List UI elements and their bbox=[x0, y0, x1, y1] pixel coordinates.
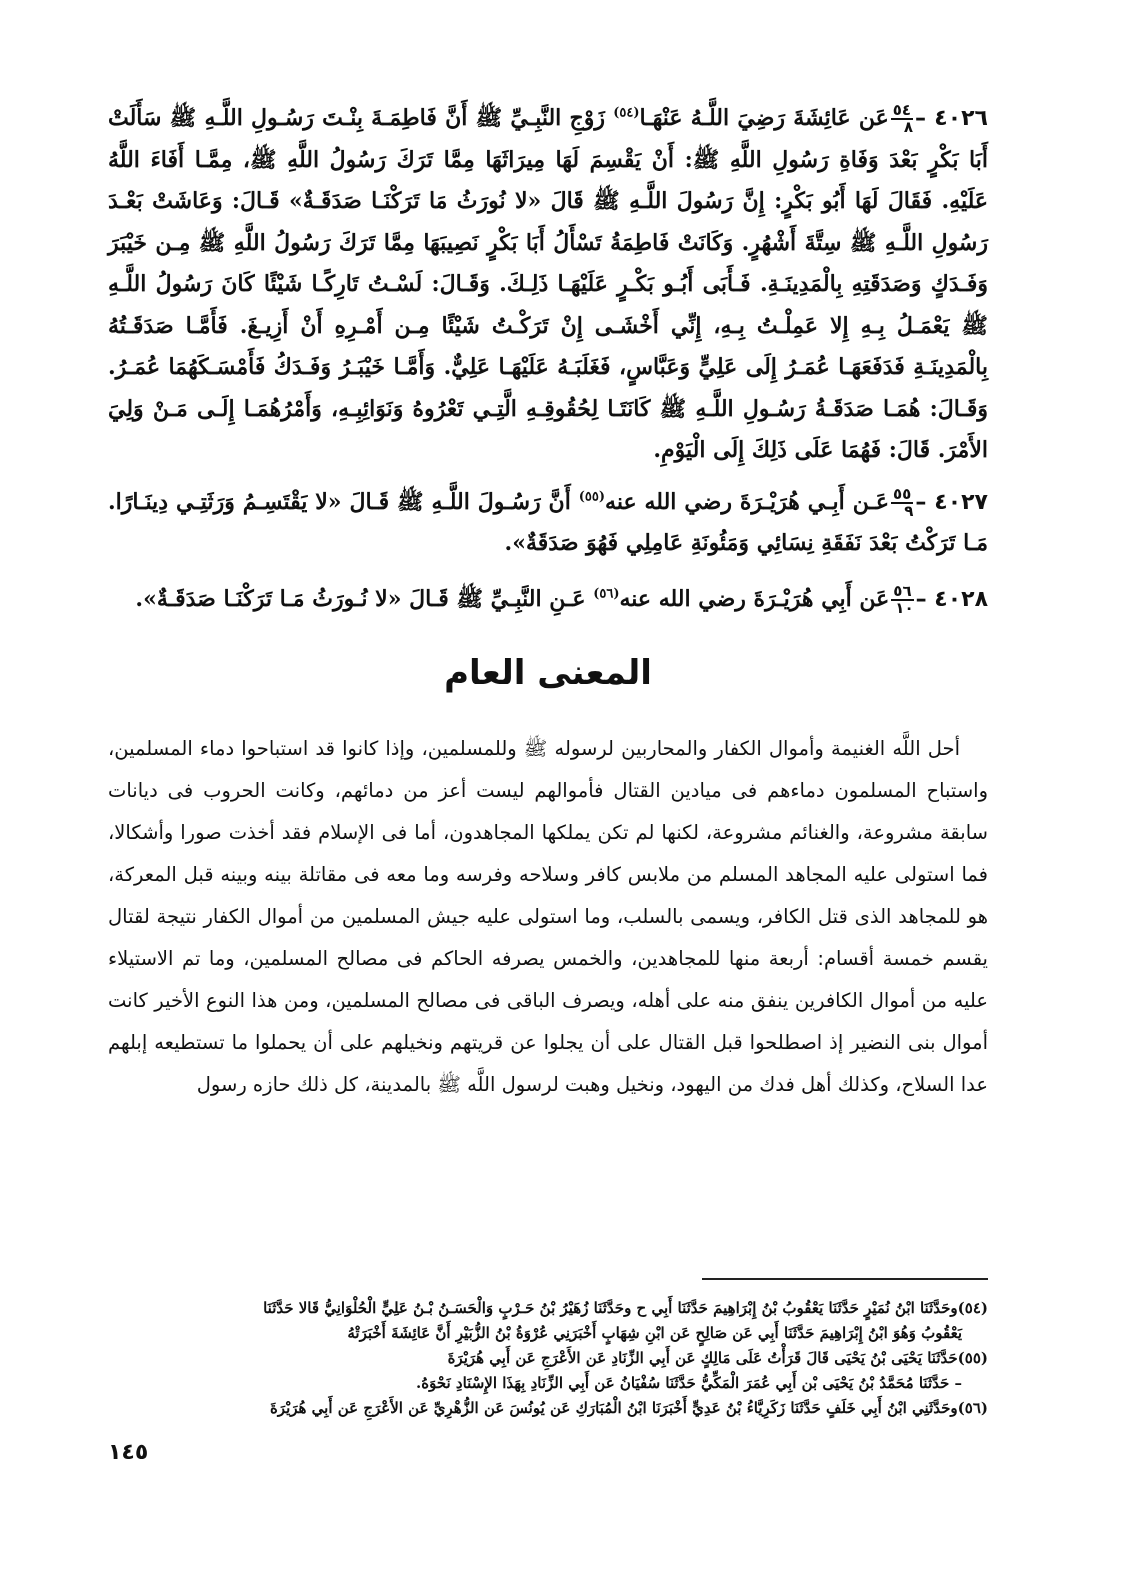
hadith-number: ٤٠٢٦ – bbox=[915, 106, 988, 131]
footnote-ref: (٥٥) bbox=[578, 489, 606, 505]
section-title: المعنى العام bbox=[444, 653, 652, 693]
footnote-line: يَعْقُوبُ وَهُوَ ابْنُ إِبْرَاهِيمَ حَدَّثَنَا أَبِي عَن صَالِحٍ عَن ابْنِ شِهَابٍ أَخْبَرَنِي عُرْوَةُ بْنُ الزُّبَيْرِ أَنَّ عَائِشَةَ أَخْبَرَتْهُ bbox=[347, 1324, 962, 1342]
hadith-4027 bbox=[108, 482, 988, 565]
footnote-number: (٥٦) bbox=[957, 1399, 988, 1417]
hadith-text: أَنَّ رَسُـولَ اللَّـهِ ﷺ قَـالَ «لا يَقْتَسِـمُ وَرَثَتِـي دِينَـارًا. مَـا تَرَكْتُ بَعْدَ نَفَقَةِ نِسَائِي وَمَئُونَةِ عَامِلِي فَهُوَ صَدَقَةٌ». bbox=[108, 488, 988, 556]
fraction-top: ٥٥ bbox=[893, 484, 912, 503]
footnote-line: حَدَّثَنَا يَحْيَى بْنُ يَحْيَى قَالَ قَرَأْتُ عَلَى مَالِكٍ عَن أَبِي الزِّنَادِ عَن الأَعْرَجِ عَن أَبِي هُرَيْرَةَ bbox=[447, 1349, 958, 1367]
hadith-number: ٤٠٢٨ – bbox=[915, 586, 988, 612]
fraction-bottom: ٩ bbox=[904, 501, 914, 520]
page-number: ١٤٥ bbox=[108, 1440, 149, 1465]
footnotes bbox=[108, 1296, 988, 1421]
footnote-number: (٥٥) bbox=[957, 1349, 988, 1367]
hadith-fraction bbox=[891, 103, 913, 135]
footnote-number: (٥٤) bbox=[957, 1299, 988, 1317]
body-paragraph: أحل اللَّه الغنيمة وأموال الكفار والمحاربين لرسوله ﷺ وللمسلمين، وإذا كانوا قد استباحوا دماء المسلمين، واستباح المسلمون دماءهم فى ميادين القتال فأموالهم ليست أعز من دمائهم، وكانت الحروب فى ديانات سابقة مشروعة، والغنائم مشروعة، لكنها لم تكن يملكها المجاهدون، أما فى الإسلام فقد أخذت صورا وأشكالا، فما استولى عليه المجاهد المسلم من ملابس كافر وسلاحه وفرسه وما معه فى مقاتلة بينه وبينه قبل المعركة، هو للمجاهد الذى قتل الكافر، ويسمى بالسلب، وما استولى عليه جيش المسلمين من أموال الكفار نتيجة لقتال يقسم خمسة أقسام: أربعة منها للمجاهدين، والخمس يصرفه الحاكم فى مصالح المسلمين، وما تم الاستيلاء عليه من أموال الكافرين ينفق منه على أهله، ويصرف الباقى فى مصالح المسلمين، ومن هذا النوع الأخير كانت أموال بنى النضير إذ اصطلحوا قبل القتال على أن يجلوا عن قريتهم ونخيلهم على أن يحملوا ما تستطيعه إبلهم عدا السلاح، وكذلك أهل فدك من اليهود، ونخيل وهبت لرسول اللَّه ﷺ بالمدينة، كل ذلك حازه رسول bbox=[108, 737, 988, 1096]
hadith-lead: عَـن أَبِـي هُرَيْـرَةَ رضي الله عنه bbox=[605, 488, 890, 515]
footnote-56 bbox=[108, 1396, 988, 1421]
hadith-text: عَـنِ النَّبِـيِّ ﷺ قَـالَ «لا نُـورَثُ مَـا تَرَكْنَـا صَدَقَـةٌ». bbox=[135, 585, 586, 612]
hadith-fraction bbox=[891, 484, 914, 520]
fraction-top: ٥٤ bbox=[892, 101, 912, 119]
footnote-line: – حَدَّثَنَا مُحَمَّدُ بْنُ يَحْيَى بْن أَبِي عُمَرَ الْمَكِّيُّ حَدَّثَنَا سُفْيَانُ عَن أَبِي الزِّنَادِ بِهَذَا الإِسْنَادِ نَحْوَهُ. bbox=[416, 1374, 962, 1392]
footnote-55 bbox=[108, 1346, 988, 1396]
hadith-text: زَوْجِ النَّبِـيِّ ﷺ أَنَّ فَاطِمَـةَ بِنْـتَ رَسُـولِ اللَّـهِ ﷺ سَأَلَتْ أَبَا بَكْرٍ بَعْدَ وَفَاةِ رَسُولِ اللَّهِ ﷺ: أَنْ يَقْسِمَ لَهَا مِيرَاثَهَا مِمَّا تَرَكَ رَسُولُ اللَّهِ ﷺ، مِمَّـا أَفَاءَ اللَّهُ عَلَيْهِ. فَقَالَ لَهَا أَبُو بَكْرٍ: إِنَّ رَسُولَ اللَّـهِ ﷺ قَالَ «لا نُورَثُ مَا تَرَكْنَـا صَدَقَـةٌ» قَـالَ: وَعَاشَتْ بَعْـدَ رَسُولِ اللَّـهِ ﷺ سِتَّةَ أَشْهُرٍ. وَكَانَتْ فَاطِمَةُ تَسْأَلُ أَبَا بَكْرٍ نَصِيبَهَا مِمَّا تَرَكَ رَسُولُ اللَّهِ ﷺ مِـن خَيْبَرَ وَفَـدَكٍ وَصَدَقَتِهِ بِالْمَدِينَـةِ. فَـأَبَى أَبُـو بَكْـرٍ عَلَيْهَـا ذَلِـكَ. وَقَـالَ: لَسْـتُ تَارِكًـا شَيْئًا كَانَ رَسُولُ اللَّـهِ ﷺ يَعْمَـلُ بِـهِ إِلا عَمِلْـتُ بِـهِ، إِنِّي أَخْشَـى إِنْ تَرَكْـتُ شَيْئًا مِـن أَمْـرِهِ أَنْ أَزِيـغَ. فَأَمَّـا صَدَقَـتُهُ بِالْمَدِينَـةِ فَدَفَعَهَـا عُمَـرُ إِلَى عَلِيٍّ وَعَبَّاسٍ، فَغَلَبَـهُ عَلَيْهَـا عَلِيٌّ. وَأَمَّـا خَيْبَـرُ وَفَـدَكُ فَأَمْسَـكَهُمَا عُمَـرُ. وَقَـالَ: هُمَـا صَدَقَـةُ رَسُـولِ اللَّـهِ ﷺ كَانَتَـا لِحُقُوقِـهِ الَّتِـي تَعْرُوهُ وَنَوَائِبِـهِ، وَأَمْرُهُمَـا إِلَـى مَـنْ وَلِيَ الأَمْرَ. قَالَ: فَهُمَا عَلَى ذَلِكَ إِلَى الْيَوْمِ. bbox=[108, 105, 988, 463]
hadith-number: ٤٠٢٧ – bbox=[915, 489, 988, 515]
fraction-top: ٥٦ bbox=[893, 581, 912, 600]
hadith-lead: عَن عَائِشَةَ رَضِيَ اللَّـهُ عَنْهَـا bbox=[639, 105, 889, 131]
page-content bbox=[108, 98, 988, 1106]
footnote-54 bbox=[108, 1296, 988, 1346]
hadith-fraction bbox=[891, 581, 914, 617]
hadith-4028 bbox=[108, 579, 988, 621]
footnote-ref: (٥٤) bbox=[613, 105, 640, 121]
footnote-line: وحَدَّثَنِي ابْنُ أَبِي خَلَفٍ حَدَّثَنَا زَكَرِيَّاءُ بْنُ عَدِيٍّ أَخْبَرَنَا ابْنُ الْمُبَارَكِ عَن يُونُسَ عَن الزُّهْرِيِّ عَن الأَعْرَجِ عَن أَبِي هُرَيْرَةَ bbox=[269, 1399, 958, 1417]
footnote-line: وحَدَّثَنَا ابْنُ نُمَيْرٍ حَدَّثَنَا يَعْقُوبُ بْنُ إِبْرَاهِيمَ حَدَّثَنَا أَبِي ح وحَدَّثَنَا زُهَيْرُ بْنُ حَـرْبٍ وَالْحَسَـنُ بْـنُ عَلِيٍّ الْحُلْوَانِيُّ قَالا حَدَّثَنَا bbox=[263, 1299, 958, 1317]
footnote-ref: (٥٦) bbox=[593, 586, 620, 602]
hadith-lead: عَن أَبِي هُرَيْـرَةَ رضي الله عنه bbox=[619, 585, 890, 612]
fraction-bottom: ١٠ bbox=[895, 598, 914, 617]
footnote-divider bbox=[702, 1278, 988, 1280]
fraction-bottom: ٨ bbox=[903, 118, 914, 136]
hadith-4026 bbox=[108, 98, 988, 472]
